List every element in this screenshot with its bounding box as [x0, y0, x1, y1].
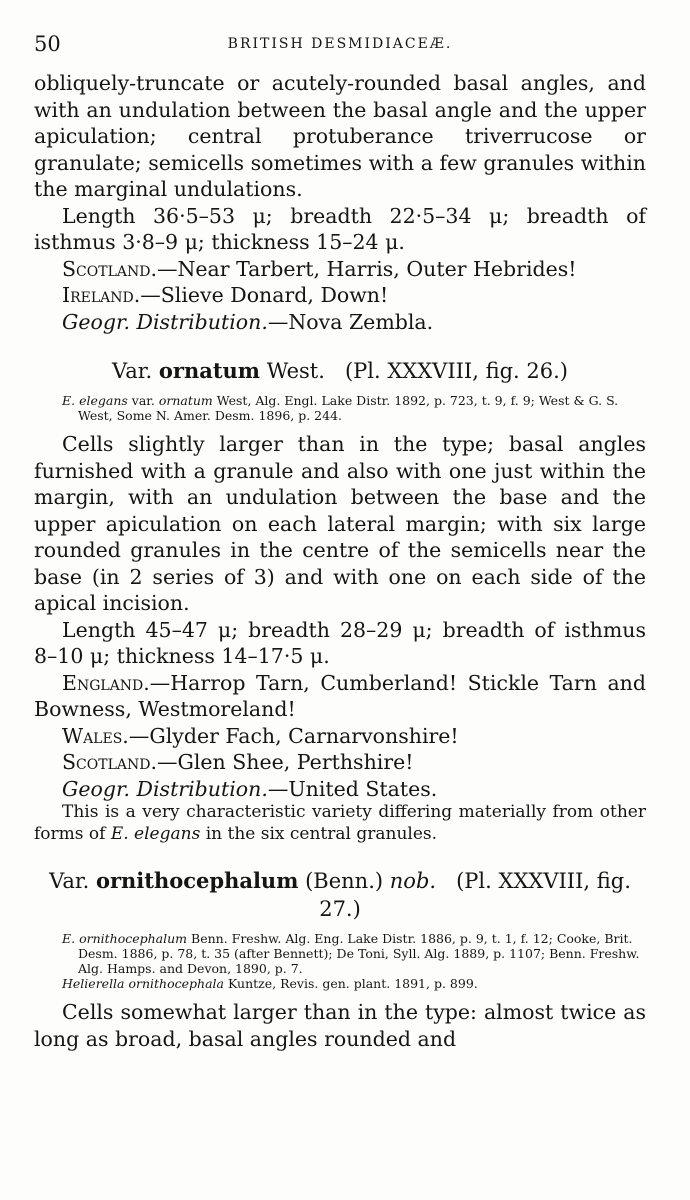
ornatum-locality-england: [34, 670, 646, 723]
var-prefix: Var.: [49, 869, 90, 893]
locality-label: Scotland.: [62, 750, 157, 774]
page-header: [34, 30, 646, 70]
variety-author: West.: [266, 359, 325, 383]
intro-measurements: Length 36·5–53 μ; breadth 22·5–34 μ; breadth of isthmus 3·8–9 μ; thickness 15–24 μ.: [34, 203, 646, 254]
synonymy-reference: [34, 393, 646, 423]
ref-name: ornatum: [158, 393, 213, 408]
locality-text: —Slieve Donard, Down!: [140, 283, 389, 307]
intro-distribution: [34, 309, 646, 336]
ornatum-note: [34, 802, 646, 845]
distribution-label: Geogr. Distribution.: [62, 776, 268, 801]
variety-name: ornithocephalum: [95, 868, 299, 893]
distribution-text: —United States.: [267, 776, 438, 801]
variety-author: (Benn.): [305, 869, 384, 893]
intro-locality-ireland: [34, 282, 646, 309]
ornatum-distribution: [34, 776, 646, 803]
synonymy-reference-1: [34, 931, 646, 976]
note-text-end: in the six central granules.: [205, 823, 438, 844]
locality-label: Scotland.: [62, 256, 157, 281]
locality-text: —Glen Shee, Perthshire!: [156, 750, 414, 774]
ornatum-locality-wales: [34, 723, 646, 750]
ornatum-locality-scotland: [34, 749, 646, 776]
intro-paragraph: obliquely-truncate or acutely-rounded basal angles, and with an undulation between the basal angle and the upper apiculation; central protuberance triverrucose or granulate; semicells sometimes with a few granules within the marginal undulations.: [34, 71, 646, 201]
running-title: BRITISH DESMIDIACEÆ.: [227, 36, 453, 52]
var-prefix: Var.: [112, 359, 153, 383]
locality-text: —Harrop Tarn, Cumberland! Stickle Tarn and Bowness, Westmoreland!: [34, 670, 646, 721]
variety-nob: nob.: [389, 869, 437, 893]
locality-label: Wales.: [62, 723, 129, 748]
intro-locality-scotland: [34, 256, 646, 283]
ref-species: E. elegans: [62, 393, 128, 408]
locality-text: —Glyder Fach, Carnarvonshire!: [128, 723, 459, 748]
ornatum-description: Cells slightly larger than in the type; basal angles furnished with a granule and also with one just within the margin, with an undulation between the base and the upper apiculation on each lateral margin; with six large rounded granules in the centre of the semicells near the base (in 2 series of 3) and with one on each side of the apical incision.: [34, 432, 646, 615]
plate-reference: (Pl. XXXVIII, fig. 27.): [319, 869, 631, 921]
ref-text: Kuntze, Revis. gen. plant. 1891, p. 899.: [227, 976, 478, 991]
ref-var: var.: [131, 393, 155, 408]
locality-text: —Near Tarbert, Harris, Outer Hebrides!: [156, 256, 577, 281]
variety-heading-ornatum: [34, 357, 646, 385]
note-text: This is a very characteristic variety differing materially from other forms of: [34, 802, 646, 844]
note-species: E. elegans: [110, 823, 201, 844]
distribution-text: —Nova Zembla.: [267, 309, 434, 334]
plate-reference: (Pl. XXXVIII, fig. 26.): [344, 359, 568, 383]
page-number: 50: [34, 32, 61, 56]
variety-name: ornatum: [158, 358, 261, 383]
ornatum-measurements: Length 45–47 μ; breadth 28–29 μ; breadth of isthmus 8–10 μ; thickness 14–17·5 μ.: [34, 617, 646, 668]
variety-heading-ornithocephalum: [34, 867, 646, 923]
ref-text: West, Alg. Engl. Lake Distr. 1892, p. 723, t. 9, f. 9; West & G. S. West, Some N. Amer. Desm. 1896, p. 244.: [78, 393, 619, 423]
ref-name: Helierella ornithocephala: [62, 976, 224, 991]
ornithocephalum-description: Cells somewhat larger than in the type: almost twice as long as broad, basal angles rounded and: [34, 1000, 646, 1051]
distribution-label: Geogr. Distribution.: [62, 309, 268, 334]
book-page: [34, 30, 646, 1052]
synonymy-reference-2: [34, 976, 646, 991]
ref-name: E. ornithocephalum: [62, 931, 188, 946]
ref-text: Benn. Freshw. Alg. Eng. Lake Distr. 1886, p. 9, t. 1, f. 12; Cooke, Brit. Desm. 1886, p. 78, t. 35 (after Bennett); De Toni, Syll. Alg. 1889, p. 1107; Benn. Freshw. Alg. Hamps. and Devon, 1890, p. 7.: [78, 931, 640, 976]
locality-label: England.: [62, 670, 150, 695]
locality-label: Ireland.: [62, 283, 141, 307]
